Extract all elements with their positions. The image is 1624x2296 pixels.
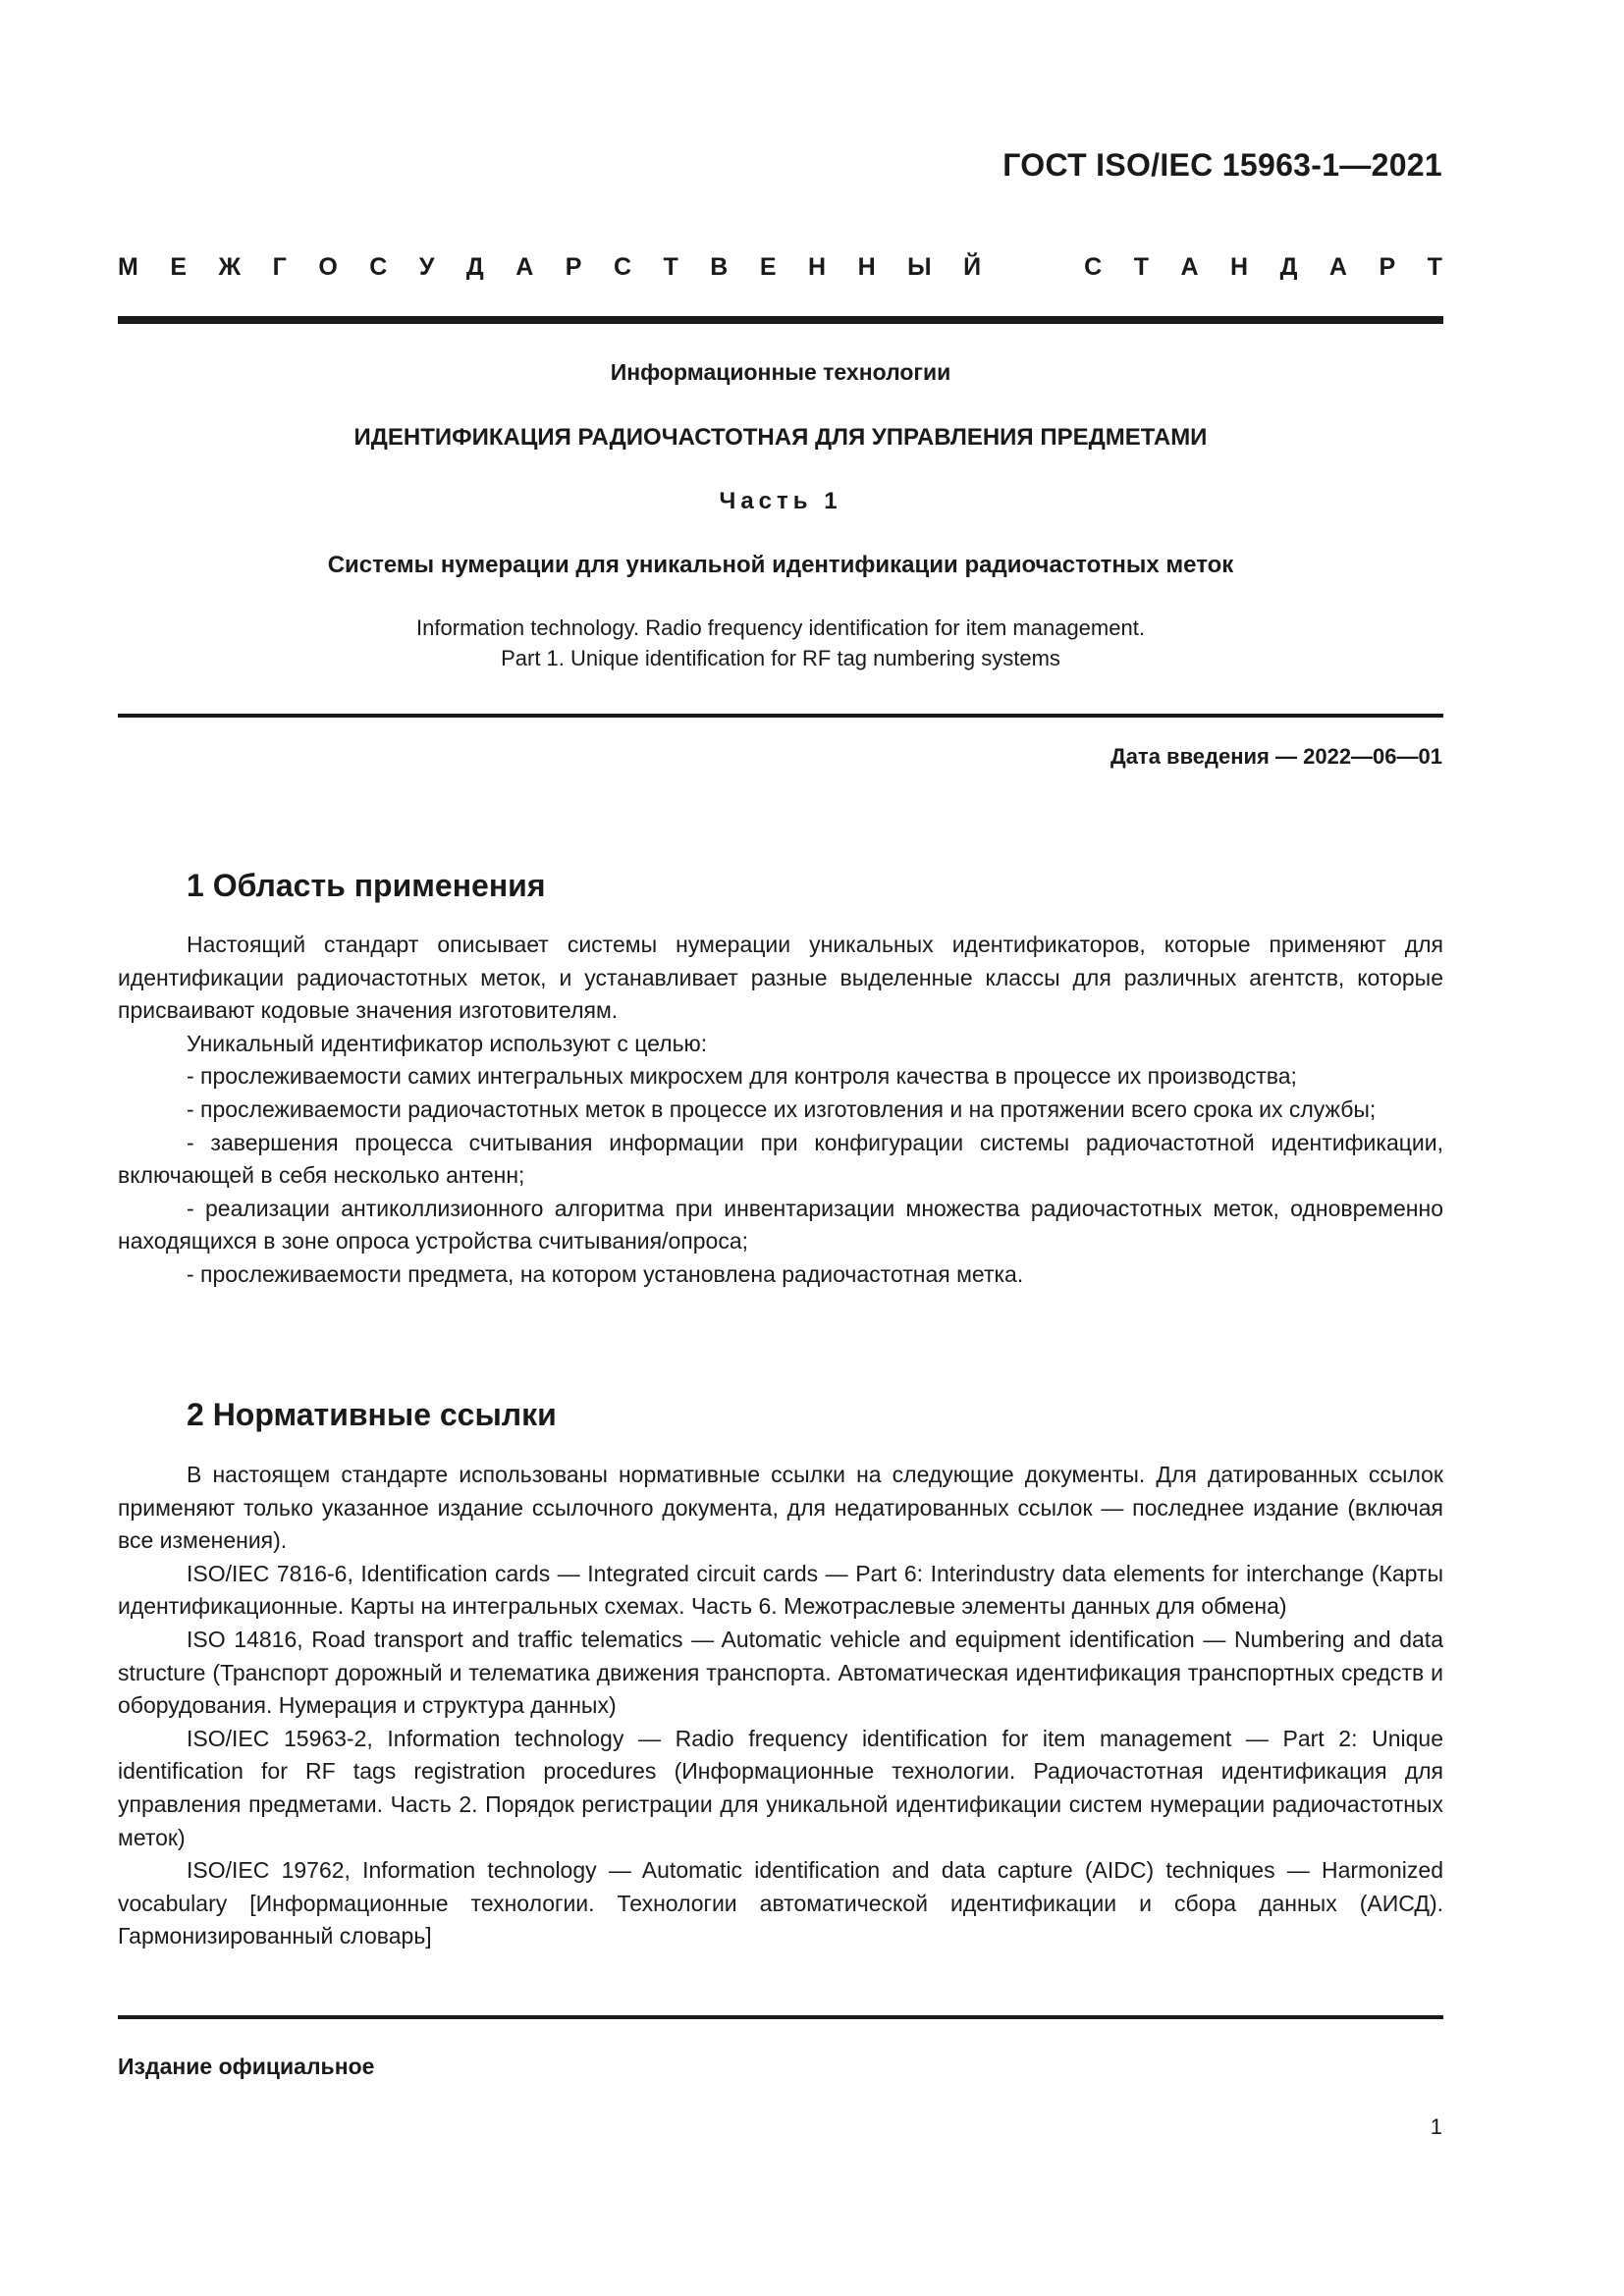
main-title: ИДЕНТИФИКАЦИЯ РАДИОЧАСТОТНАЯ ДЛЯ УПРАВЛЕНИЯ ПРЕДМЕТАМИ (353, 424, 1208, 451)
standard-type-letter: В (710, 253, 729, 281)
paragraph: Настоящий стандарт описывает системы нумерации уникальных идентификаторов, которые применяют для идентификации радиочастотных меток, и устанавливает разные выделенные классы для различных агентств, которые присваивают кодовые значения изготовителям. (118, 932, 1443, 1024)
standard-type-letter: А (515, 253, 534, 281)
standard-type-letter: Ж (218, 253, 242, 281)
standard-type-letter: О (318, 253, 338, 281)
standard-type-letter: Т (1133, 253, 1149, 281)
standard-type (118, 253, 1442, 282)
section1-body (118, 929, 1443, 1292)
list-item: - реализации антиколлизионного алгоритма при инвентаризации множества радиочастотных меток, одновременно находящихся в зоне опроса устройства считывания/опроса; (118, 1195, 1443, 1255)
standard-type-letter: М (118, 253, 138, 281)
english-title-line1: Information technology. Radio frequency identification for item management. (416, 615, 1145, 640)
standard-type-letter (1013, 253, 1053, 282)
standard-type-letter: Н (1230, 253, 1249, 281)
section2-body (118, 1459, 1443, 1953)
footer-rule (118, 2015, 1443, 2019)
section1-heading: 1 Область применения (187, 868, 546, 903)
standard-type-letter: У (418, 253, 435, 281)
field-title: Информационные технологии (610, 359, 951, 385)
list-item: - прослеживаемости самих интегральных микросхем для контроля качества в процессе их производства; (187, 1063, 1297, 1090)
paragraph: В настоящем стандарте использованы нормативные ссылки на следующие документы. Для датированных ссылок применяют только указанное издание ссылочного документа, для недатированных ссылок — последнее издание (включая все изменения). (118, 1462, 1443, 1554)
standard-type-letter: Р (565, 253, 582, 281)
standard-type-letter: Т (1427, 253, 1442, 281)
standard-type-letter: Г (272, 253, 287, 281)
title-rule (118, 714, 1443, 718)
page-number: 1 (1430, 2114, 1442, 2139)
standard-number: ГОСТ ISO/IEC 15963-1—2021 (1002, 147, 1442, 183)
list-item: - прослеживаемости радиочастотных меток в процессе их изготовления и на протяжении всего срока их службы; (187, 1095, 1377, 1122)
english-title (118, 613, 1443, 673)
standard-type-letter: Д (1279, 253, 1298, 281)
section2-heading: 2 Нормативные ссылки (187, 1397, 557, 1432)
standard-type-letter: С (369, 253, 388, 281)
list-item: - завершения процесса считывания информации при конфигурации системы радиочастотной идентификации, включающей в себя несколько антенн; (118, 1129, 1443, 1189)
reference-item: ISO/IEC 15963-2, Information technology — Radio frequency identification for item management — Part 2: Unique identification for RF tags registration procedures (Информационные технологии. Радиочастотная идентификация для управления предметами. Часть 2. Порядок регистрации для уникальной идентификации систем нумерации радиочастотных меток) (118, 1725, 1443, 1850)
standard-type-letter: Т (663, 253, 678, 281)
reference-item: ISO/IEC 19762, Information technology — Automatic identification and data capture (AIDC) techniques — Harmonized vocabulary [Информационные технологии. Технологии автоматической идентификации и сбора данных (АИСД). Гармонизированный словарь] (118, 1857, 1443, 1949)
standard-type-letter: Д (465, 253, 484, 281)
edition-label: Издание официальное (118, 2054, 375, 2079)
standard-type-letter: А (1328, 253, 1347, 281)
standard-type-letter: Ы (907, 253, 932, 281)
standard-type-letter: А (1180, 253, 1199, 281)
standard-type-letter: С (613, 253, 632, 281)
standard-type-letter: Р (1379, 253, 1396, 281)
part-label: Часть 1 (719, 488, 842, 514)
standard-type-letter: Е (759, 253, 777, 281)
list-item: - прослеживаемости предмета, на котором установлена радиочастотная метка. (187, 1260, 1024, 1287)
introduction-date: Дата введения — 2022—06—01 (1110, 744, 1442, 769)
paragraph: Уникальный идентификатор используют с целью: (187, 1030, 708, 1056)
reference-item: ISO/IEC 7816-6, Identification cards — Integrated circuit cards — Part 6: Interindustry data elements for interchange (Карты идентификационные. Карты на интегральных схемах. Часть 6. Межотраслевые элементы данных для обмена) (118, 1560, 1443, 1620)
reference-item: ISO 14816, Road transport and traffic telematics — Automatic vehicle and equipment identification — Numbering and data structure (Транспорт дорожный и телематика движения транспорта. Автоматическая идентификация транспортных средств и оборудования. Нумерация и структура данных) (118, 1626, 1443, 1719)
standard-type-letter: Н (808, 253, 827, 281)
standard-type-letter: Е (170, 253, 188, 281)
standard-type-letter: Й (963, 253, 982, 281)
part-title: Системы нумерации для уникальной идентификации радиочастотных меток (327, 552, 1234, 578)
english-title-line2: Part 1. Unique identification for RF tag numbering systems (501, 646, 1060, 670)
header-rule (118, 316, 1443, 324)
standard-type-letter: Н (857, 253, 876, 281)
standard-type-letter: С (1084, 253, 1103, 281)
